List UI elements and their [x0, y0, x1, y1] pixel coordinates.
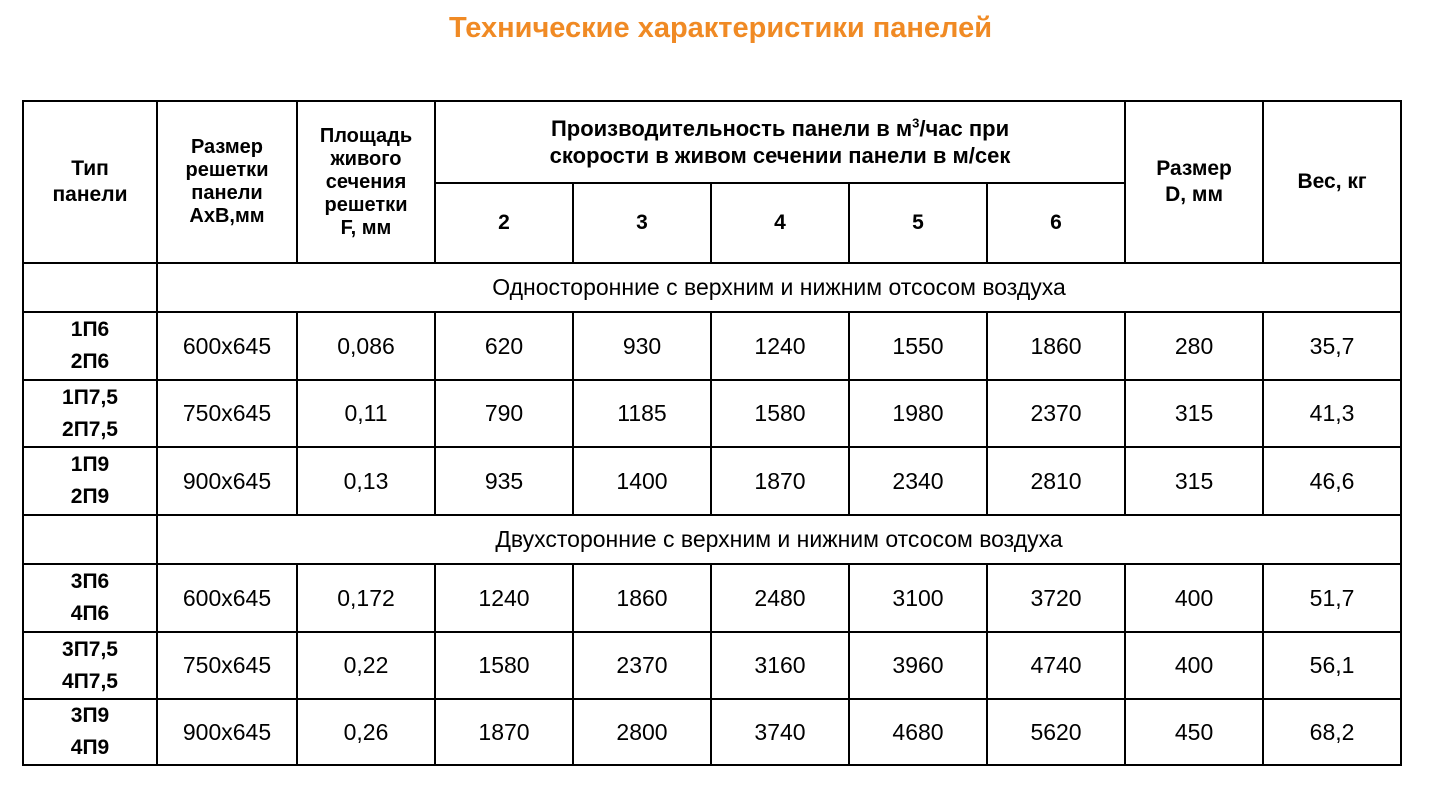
cell-grid: 750х645: [157, 632, 297, 699]
cell-size-d: 315: [1125, 447, 1263, 515]
cell-grid: 900х645: [157, 699, 297, 765]
cell-weight: 56,1: [1263, 632, 1401, 699]
cell-grid: 900х645: [157, 447, 297, 515]
table-row: [23, 380, 1401, 447]
cell-perf: 4680: [849, 699, 987, 765]
cell-weight: 41,3: [1263, 380, 1401, 447]
header-speed: 4: [711, 183, 849, 263]
panel-type: 1П6 2П6: [23, 312, 157, 380]
table-row: [23, 564, 1401, 632]
cell-size-d: 280: [1125, 312, 1263, 380]
cell-perf: 3740: [711, 699, 849, 765]
cell-perf: 3160: [711, 632, 849, 699]
cell-perf: 790: [435, 380, 573, 447]
table-row: [23, 699, 1401, 765]
cell-size-d: 400: [1125, 564, 1263, 632]
cell-perf: 1240: [435, 564, 573, 632]
cell-perf: 1240: [711, 312, 849, 380]
cell-perf: 1580: [435, 632, 573, 699]
cell-area: 0,086: [297, 312, 435, 380]
cell-grid: 600х645: [157, 312, 297, 380]
header-area: Площадь живого сечения решетки F, мм: [297, 101, 435, 263]
cell-perf: 1860: [987, 312, 1125, 380]
header-speed: 6: [987, 183, 1125, 263]
cell-area: 0,26: [297, 699, 435, 765]
cell-grid: 600х645: [157, 564, 297, 632]
cell-perf: 2480: [711, 564, 849, 632]
cell-size-d: 400: [1125, 632, 1263, 699]
cell-perf: 3960: [849, 632, 987, 699]
panel-type: 3П7,5 4П7,5: [23, 632, 157, 699]
cell-grid: 750х645: [157, 380, 297, 447]
cell-weight: 68,2: [1263, 699, 1401, 765]
cell-perf: 1860: [573, 564, 711, 632]
panel-type: 1П7,5 2П7,5: [23, 380, 157, 447]
table-row: [23, 312, 1401, 380]
cell-perf: 1980: [849, 380, 987, 447]
cell-perf: 935: [435, 447, 573, 515]
panel-type: 3П9 4П9: [23, 699, 157, 765]
header-performance: Производительность панели в $м^3$/час при скорости в живом сечении панели в м/сек: [435, 101, 1125, 183]
header-speed: 5: [849, 183, 987, 263]
cell-size-d: 315: [1125, 380, 1263, 447]
cell-weight: 35,7: [1263, 312, 1401, 380]
table-row: [23, 632, 1401, 699]
cell-perf: 2810: [987, 447, 1125, 515]
cell-perf: 620: [435, 312, 573, 380]
page-title: Технические характеристики панелей: [448, 12, 993, 44]
cell-size-d: 450: [1125, 699, 1263, 765]
cell-perf: 2370: [987, 380, 1125, 447]
header-size-d: Размер D, мм: [1125, 101, 1263, 263]
cell-perf: 5620: [987, 699, 1125, 765]
section-label: Односторонние с верхним и нижним отсосом воздуха: [157, 263, 1401, 312]
cell-perf: 4740: [987, 632, 1125, 699]
section-label: Двухсторонние с верхним и нижним отсосом воздуха: [157, 515, 1401, 564]
cell-weight: 46,6: [1263, 447, 1401, 515]
cell-perf: 1400: [573, 447, 711, 515]
cell-perf: 2800: [573, 699, 711, 765]
cell-perf: 1550: [849, 312, 987, 380]
header-speed: 2: [435, 183, 573, 263]
cell-perf: 1185: [573, 380, 711, 447]
cell-area: 0,11: [297, 380, 435, 447]
cell-perf: 3100: [849, 564, 987, 632]
section-spacer: [23, 515, 157, 564]
panel-type: 1П9 2П9: [23, 447, 157, 515]
cell-perf: 2340: [849, 447, 987, 515]
cell-perf: 1870: [435, 699, 573, 765]
table-row: [23, 447, 1401, 515]
cell-perf: 3720: [987, 564, 1125, 632]
header-speed: 3: [573, 183, 711, 263]
section-spacer: [23, 263, 157, 312]
cell-area: 0,22: [297, 632, 435, 699]
cell-weight: 51,7: [1263, 564, 1401, 632]
header-weight: Вес, кг: [1263, 101, 1401, 263]
cell-area: 0,172: [297, 564, 435, 632]
specs-table: [22, 100, 1402, 766]
cell-perf: 1870: [711, 447, 849, 515]
header-type: Тип панели: [23, 101, 157, 263]
header-grid-size: Размер решетки панели АхВ,мм: [157, 101, 297, 263]
cell-area: 0,13: [297, 447, 435, 515]
cell-perf: 1580: [711, 380, 849, 447]
panel-type: 3П6 4П6: [23, 564, 157, 632]
cell-perf: 930: [573, 312, 711, 380]
cell-perf: 2370: [573, 632, 711, 699]
